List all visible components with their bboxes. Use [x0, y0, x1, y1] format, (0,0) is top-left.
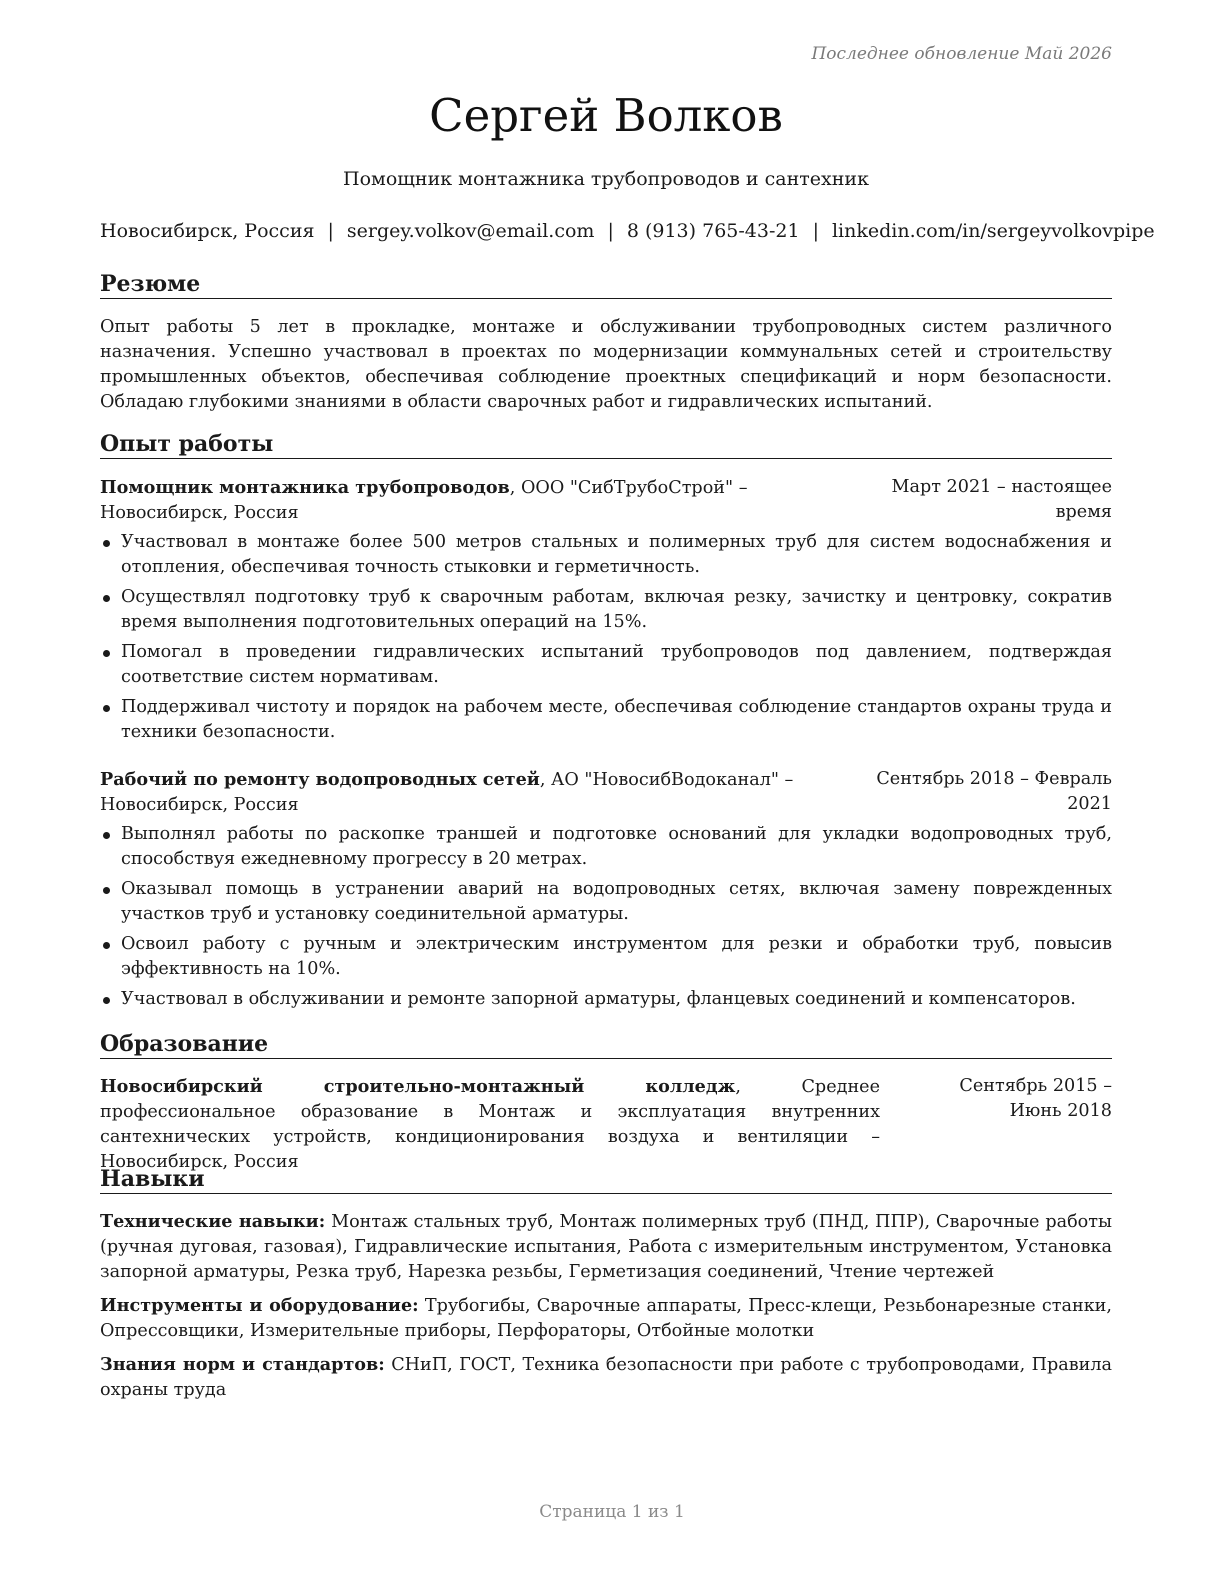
education-school: Новосибирский строительно-монтажный колледж — [100, 1076, 736, 1097]
contact-linkedin[interactable]: linkedin.com/in/sergeyvolkovpipe — [831, 220, 1155, 242]
job-dates: Сентябрь 2018 – Февраль 2021 — [876, 769, 1112, 814]
job-role: Помощник монтажника трубопроводов — [100, 477, 510, 498]
education-details: , Среднее профессиональное образование в Монтаж и эксплуатация внутренних сантехнических устройств, кондиционирования воздуха и вентиляции – Новосибирск, Россия — [100, 1077, 880, 1172]
section-title-skills: Навыки — [100, 1165, 1112, 1194]
list-item: Оказывал помощь в устранении аварий на водопроводных сетях, включая замену поврежденных участков труб и установку соединительной арматуры. — [100, 877, 1112, 927]
job-company: , АО "НовосибВодоканал" – Новосибирск, Россия — [100, 770, 794, 815]
job-title-line — [100, 475, 880, 526]
skill-label: Знания норм и стандартов: — [100, 1354, 385, 1375]
job-role: Рабочий по ремонту водопроводных сетей — [100, 769, 540, 790]
skill-text: Трубогибы, Сварочные аппараты, Пресс-клещи, Резьбонарезные станки, Опрессовщики, Измерительные приборы, Перфораторы, Отбойные молотки — [100, 1296, 1113, 1341]
education-dates: Сентябрь 2015 – Июнь 2018 — [959, 1076, 1112, 1121]
list-item: Поддерживал чистоту и порядок на рабочем месте, обеспечивая соблюдение стандартов охраны труда и техники безопасности. — [100, 695, 1112, 745]
education-text — [100, 1074, 880, 1175]
list-item: Участвовал в обслуживании и ремонте запорной арматуры, фланцевых соединений и компенсаторов. — [100, 987, 1112, 1012]
job-bullets — [100, 530, 1112, 750]
contact-phone: 8 (913) 765-43-21 — [626, 220, 800, 242]
job-dates: Март 2021 – настоящее время — [891, 477, 1112, 522]
contact-email[interactable]: sergey.volkov@email.com — [346, 220, 595, 242]
list-item: Участвовал в монтаже более 500 метров стальных и полимерных труб для систем водоснабжения и отопления, обеспечивая точность стыковки и герметичность. — [100, 530, 1112, 580]
skill-group — [100, 1209, 1112, 1285]
skill-text: Монтаж стальных труб, Монтаж полимерных труб (ПНД, ППР), Сварочные работы (ручная дуговая, газовая), Гидравлические испытания, Работа с измерительным инструментом, Установка запорной арматуры, Резка труб, Нарезка резьбы, Герметизация соединений, Чтение чертежей — [100, 1212, 1112, 1282]
page-footer: Страница 1 из 1 — [539, 1502, 685, 1522]
contact-separator: | — [327, 220, 334, 242]
contact-line — [100, 219, 1155, 243]
skill-group — [100, 1352, 1112, 1403]
section-title-experience: Опыт работы — [100, 430, 1112, 459]
list-item: Освоил работу с ручным и электрическим инструментом для резки и обработки труб, повысив эффективность на 10%. — [100, 932, 1112, 982]
section-title-education: Образование — [100, 1030, 1112, 1059]
list-item: Помогал в проведении гидравлических испытаний трубопроводов под давлением, подтверждая соответствие систем нормативам. — [100, 640, 1112, 690]
section-title-summary: Резюме — [100, 270, 1112, 299]
skill-label: Технические навыки: — [100, 1211, 326, 1232]
skill-text: СНиП, ГОСТ, Техника безопасности при работе с трубопроводами, Правила охраны труда — [100, 1355, 1113, 1400]
list-item: Осуществлял подготовку труб к сварочным работам, включая резку, зачистку и центровку, сократив время выполнения подготовительных операций на 15%. — [100, 585, 1112, 635]
contact-separator: | — [812, 220, 819, 242]
skill-group — [100, 1293, 1112, 1344]
job-title-line — [100, 767, 880, 818]
job-bullets — [100, 822, 1112, 1017]
person-name: Сергей Волков — [429, 89, 783, 142]
list-item: Выполнял работы по раскопке траншей и подготовке оснований для укладки водопроводных труб, способствуя ежедневному прогрессу в 20 метрах. — [100, 822, 1112, 872]
skill-label: Инструменты и оборудование: — [100, 1295, 419, 1316]
job-company: , ООО "СибТрубоСтрой" – Новосибирск, Россия — [100, 478, 748, 523]
last-updated: Последнее обновление Май 2026 — [811, 44, 1112, 64]
summary-text: Опыт работы 5 лет в прокладке, монтаже и обслуживании трубопроводных систем различного назначения. Успешно участвовал в проектах по модернизации коммунальных сетей и строительству промышленных объектов, обеспечивая соблюдение проектных спецификаций и норм безопасности. Обладаю глубокими знаниями в области сварочных работ и гидравлических испытаний. — [100, 317, 1112, 412]
contact-separator: | — [607, 220, 614, 242]
headline: Помощник монтажника трубопроводов и сантехник — [343, 168, 869, 190]
contact-location: Новосибирск, Россия — [100, 220, 315, 242]
